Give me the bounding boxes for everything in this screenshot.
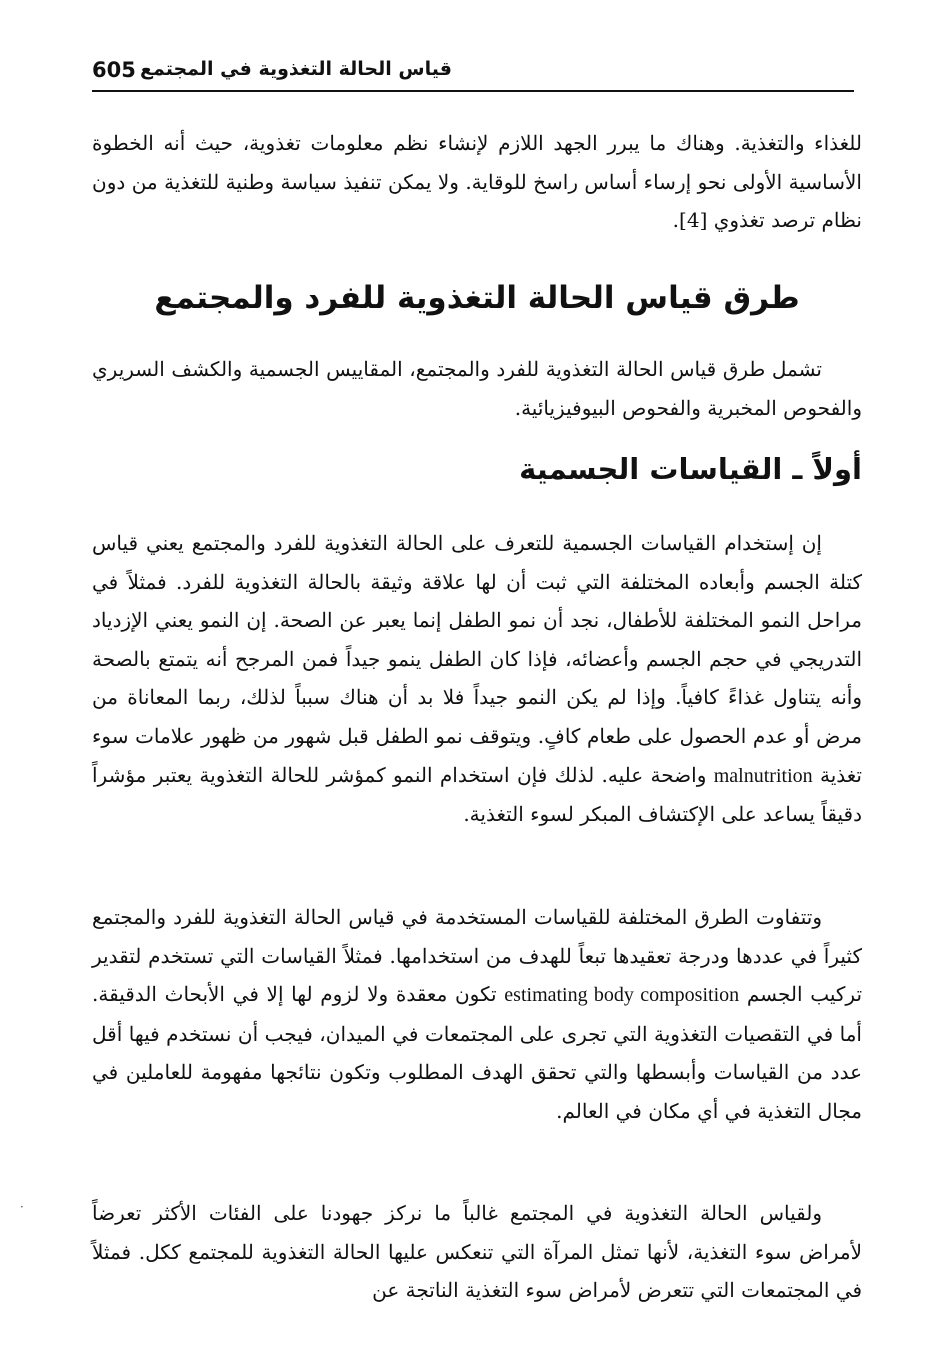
paragraph-text: واضحة عليه. لذلك فإن استخدام النمو كمؤشر للحالة التغذوية يعتبر مؤشراً دقيقاً يساعد على الإكتشاف المبكر لسوء التغذية. bbox=[92, 762, 862, 827]
intro-block bbox=[92, 124, 862, 240]
running-header bbox=[92, 56, 854, 92]
paragraph-intro: للغذاء والتغذية. وهناك ما يبرر الجهد اللازم لإنشاء نظم معلومات تغذوية، حيث أنه الخطوة الأساسية الأولى نحو إرساء أساس راسخ للوقاية. ولا يمكن تنفيذ سياسة وطنية للتغذية من دون نظام ترصد تغذوي [4]. bbox=[92, 131, 862, 233]
paragraph-community: ولقياس الحالة التغذوية في المجتمع غالباً ما نركز جهودنا على الفئات الأكثر تعرضاً لأمراض سوء التغذية، لأنها تمثل المرآة التي تنعكس عليها الحالة التغذوية للمجتمع ككل. فمثلاً في المجتمعات التي تتعرض لأمراض سوء التغذية الناتجة عن bbox=[92, 1201, 862, 1303]
paragraph-anthropometry bbox=[92, 524, 862, 834]
paragraph-methods: تشمل طرق قياس الحالة التغذوية للفرد والمجتمع، المقاييس الجسمية والكشف السريري والفحوص المخبرية والفحوص البيوفيزيائية. bbox=[92, 357, 862, 420]
paragraph-text: تكون معقدة ولا لزوم لها إلا في الأبحاث الدقيقة. أما في التقصيات التغذوية التي تجرى على المجتمعات في الميدان، فيجب أن نستخدم فيها أقل عدد من القياسات وأبسطها والتي تحقق الهدف المطلوب وتكون نتائجها مفهومة للعاملين في مجال التغذية في أي مكان في العالم. bbox=[92, 982, 862, 1123]
paragraph-text: إن إستخدام القياسات الجسمية للتعرف على الحالة التغذوية للفرد والمجتمع يعني قياس كتلة الجسم وأبعاده المختلفة التي ثبت أن لها علاقة وثيقة بالحالة التغذوية للفرد. فمثلاً في مراحل النمو المختلفة للأطفال، نجد أن نمو الطفل إنما يعبر عن الصحة. إن النمو يعني الإزدياد التدريجي في حجم الجسم وأعضائه، فإذا كان الطفل ينمو جيداً فمن المرجح أنه يتمتع بالصحة وأنه يتناول غذاءً كافياً. وإذا لم يكن النمو جيداً فلا بد أن هناك سبباً لذلك، ربما المعاناة من مرض أو عدم الحصول على طعام كافٍ. ويتوقف نمو الطفل قبل شهور من ظهور علامات سوء تغذية bbox=[92, 531, 863, 787]
paragraph-methods-variation bbox=[92, 898, 862, 1131]
section-heading-anthropometry: أولاً ـ القياسات الجسمية bbox=[519, 452, 862, 486]
methods-block bbox=[92, 350, 862, 427]
anthropometry-block bbox=[92, 524, 862, 834]
margin-mark: · bbox=[20, 1200, 24, 1214]
community-block bbox=[92, 1194, 862, 1310]
page-number: 605 bbox=[92, 58, 136, 82]
methods-variation-block bbox=[92, 898, 862, 1131]
main-heading: طرق قياس الحالة التغذوية للفرد والمجتمع bbox=[154, 280, 800, 316]
running-title: قياس الحالة التغذوية في المجتمع bbox=[140, 58, 452, 80]
latin-term: malnutrition bbox=[713, 764, 813, 787]
paragraph-text: وتتفاوت الطرق المختلفة للقياسات المستخدمة في قياس الحالة التغذوية للفرد والمجتمع كثيراً في عددها ودرجة تعقيدها تبعاً للهدف من استخدامها. فمثلاً القياسات التي تستخدم لتقدير تركيب الجسم bbox=[92, 905, 863, 1007]
latin-term: estimating body composition bbox=[504, 984, 740, 1007]
